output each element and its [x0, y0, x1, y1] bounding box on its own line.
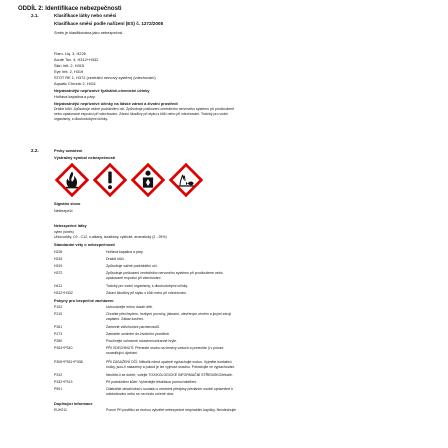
hazard-text: Způsobuje poškození centrálního nervového systému při prodloužené nebo — [106, 271, 223, 275]
precaution-text: odstraňování nebo se na místo určené obcí. — [106, 392, 175, 396]
precaution-code: P304+P340 — [54, 346, 73, 350]
additional-info-code: EUH211 — [54, 408, 67, 412]
precautionary-statements-label: Pokyny pro bezpečné zacházení — [54, 298, 114, 303]
signal-word-label: Signální slovo — [54, 201, 81, 206]
precaution-text: usnadňující dýchání. — [106, 351, 139, 355]
classification-item: Eye Irrit. 2, H319 — [54, 69, 84, 74]
section-title: ODDÍL 2: Identifikace nebezpečnosti — [18, 6, 122, 12]
precaution-text: Používejte ochranné rukavice/ochranné brýle. — [106, 339, 178, 343]
hazard-text: Dráždí kůži. — [106, 257, 125, 261]
hazardous-substances-label: Nebezpečné látky — [54, 223, 87, 228]
hazard-text: Toxický pro vodní organismy, s dlouhodobými účinky. — [106, 284, 188, 288]
precaution-text: PŘI ZASAŽENÍ OČÍ: Několik minut opatrně vyplachujte vodou. Vyjměte kontaktní — [106, 360, 232, 364]
health-effects-text: organismy, s dlouhodobými účinky. — [54, 117, 108, 121]
precaution-code: P273 — [54, 332, 63, 336]
precaution-text: zapálení. Zákaz kouření. — [106, 317, 145, 321]
hazard-code: H226 — [54, 250, 63, 254]
health-effects-text: nebo opakované expozici při vdechování. Zdraví škodlivý při styku s kůží nebo při vdechování. Toxický pro vodní — [54, 112, 229, 116]
pictogram-heading: Výstražný symbol nebezpečnosti — [54, 155, 116, 160]
environment-pictogram-icon — [169, 163, 203, 197]
precaution-code: P312 — [54, 373, 63, 377]
hazard-text: Hořlavá kapalina a páry. — [106, 250, 144, 254]
precaution-code: P332+P313 — [54, 380, 73, 384]
classification-item: STOT RE 1, H372 (centrální nervový systém) (vdechování) — [54, 75, 156, 80]
precaution-text: Uchovávejte mimo dosah dětí. — [106, 305, 154, 309]
additional-info-label: Doplňující informace — [54, 401, 93, 406]
physchem-effects-text: Hořlavá kapalina a páry. — [54, 94, 96, 99]
hazard-code: H411 — [54, 284, 63, 288]
subsection-2-1-number: 2.1. — [31, 13, 39, 18]
classification-item: Skin Irrit. 2, H315 — [54, 63, 85, 68]
precaution-code: P102 — [54, 305, 63, 309]
precaution-code: P501 — [54, 387, 63, 391]
precaution-text: Chraňte před teplem, horkými povrchy, jiskrami, otevřeným ohněm a jinými zdroji — [106, 312, 232, 316]
classification-note: Směs je klasifikována jako nebezpečná. — [54, 30, 123, 35]
classification-regulation-title: Klasifikace směsi podle nařízení (ES) č. 1272/2008 — [54, 21, 164, 26]
hazard-code: H372 — [54, 271, 63, 275]
hazard-statements-label: Standardní věty o nebezpečnosti — [54, 242, 115, 247]
exclamation-pictogram-icon — [93, 163, 127, 197]
classification-item: Aquatic Chronic 2, H411 — [54, 81, 96, 86]
precaution-text: Necítíte-li se dobře, volejte TOXIKOLOGICKÉ INFORMAČNÍ STŘEDISKO/lékaře. — [106, 373, 233, 377]
health-effects-text: Dráždí kůži. Způsobuje vážné podráždění očí. Způsobuje poškození centrálního nervového systému při prodlouženě — [54, 107, 235, 111]
precaution-text: Zabraňte uvolnění do životního prostředí. — [106, 332, 170, 336]
hazard-code: H319 — [54, 264, 63, 268]
hazard-code: H312+H332 — [54, 291, 73, 295]
hazard-code: H315 — [54, 257, 63, 261]
subsection-2-2-title: Prvky označení — [54, 148, 83, 153]
precaution-code: P280 — [54, 339, 63, 343]
precaution-code: P210 — [54, 312, 63, 316]
precaution-text: čočky, jsou-li nasazeny a pokud je lze vyjmout snadno. Pokračujte ve vyplachování. — [106, 365, 236, 369]
precaution-text: Zamezte vdechování par/aerosolů. — [106, 325, 160, 329]
hazardous-substance: Uhlovodíky, C9 - C12, n-alkany, isoalkany, cyklické, aromatický (2 - 25%) — [54, 235, 167, 239]
hazard-text: opakované expozici při vdechování. — [106, 276, 162, 280]
health-hazard-pictogram-icon — [131, 163, 165, 197]
hazardous-substance: xylen (směs) — [54, 230, 74, 234]
hazard-text: Zdraví škodlivý při styku s kůží nebo při vdechování. — [106, 291, 187, 295]
hazard-text: Způsobuje vážné podráždění očí. — [106, 264, 158, 268]
precaution-code: P261 — [54, 325, 63, 329]
precaution-text: Při podráždění kůže: Vyhledejte lékařskou pomoc/ošetření. — [106, 380, 198, 384]
health-effects-title: Nejzávažnější nepříznivé účinky na lidské zdraví a životní prostředí — [54, 101, 178, 106]
additional-info-text: Pozor! Při postřiku se mohou vytvářet nebezpečné respirabilní kapičky. Nevdechujte — [106, 408, 237, 412]
signal-word-value: Nebezpečí — [54, 208, 73, 213]
classification-item: Acute Tox. 4, H312+H332 — [54, 57, 99, 62]
flame-pictogram-icon — [55, 163, 89, 197]
subsection-2-2-number: 2.2. — [31, 148, 39, 153]
physchem-effects-title: Nejzávažnější nepříznivé fyzikálně-chemické účinky — [54, 88, 150, 93]
precaution-text: Odstraňte obsah/obal v souladu s místními předpisy předáním osobě oprávněné k — [106, 387, 234, 391]
subsection-2-1-title: Klasifikace látky nebo směsi — [54, 13, 117, 18]
precaution-code: P305+P351+P338 — [54, 360, 83, 364]
classification-item: Flam. Liq. 3, H226 — [54, 51, 86, 56]
precaution-text: PŘI VDECHNUTÍ: Přeneste osobu na čerstvý vzduch a ponechte ji v poloze — [106, 346, 224, 350]
